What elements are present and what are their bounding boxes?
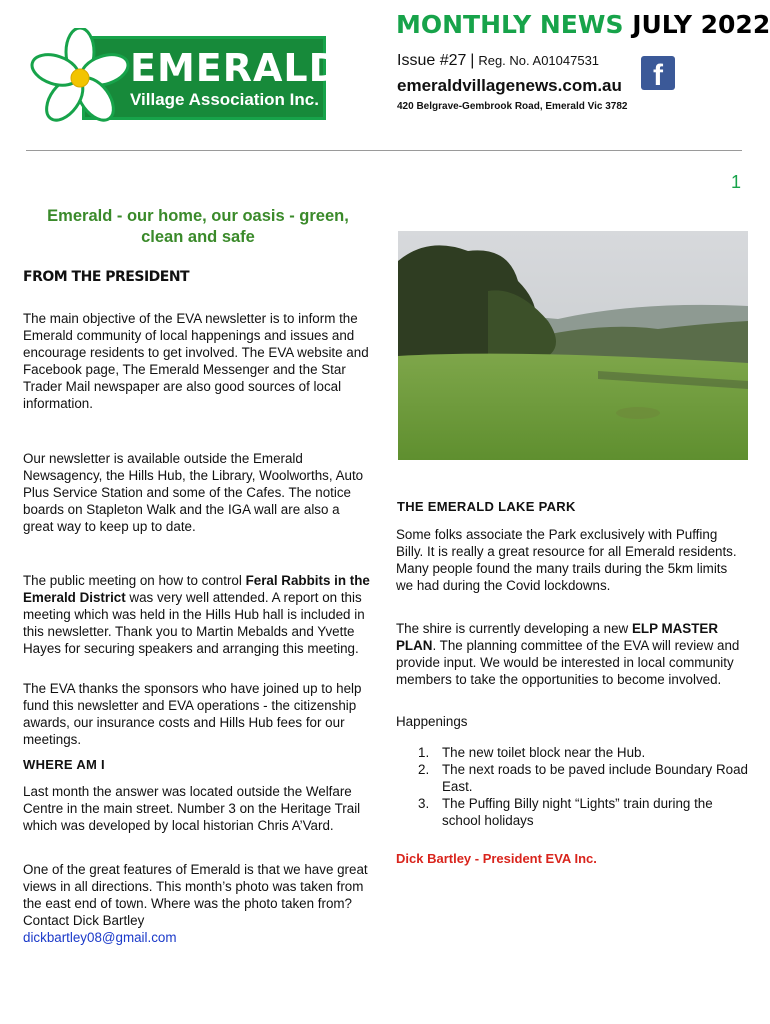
- president-paragraph-3: [23, 572, 373, 657]
- where-am-i-heading: WHERE AM I: [23, 757, 105, 772]
- p3-text-a: The public meeting on how to control: [23, 573, 246, 588]
- president-paragraph-4: The EVA thanks the sponsors who have joined up to help fund this newsletter and EVA operations - the citizenship awards, our insurance costs and Hills Hub fees for our meetings.: [23, 681, 362, 747]
- president-signature: Dick Bartley - President EVA Inc.: [396, 851, 597, 866]
- lake-park-paragraph-2: [396, 620, 748, 688]
- issue-line: [397, 52, 599, 70]
- website-link[interactable]: emeraldvillagenews.com.au: [397, 76, 622, 95]
- list-number: 2.: [418, 762, 430, 777]
- president-paragraph-1: The main objective of the EVA newsletter is to inform the Emerald community of local happenings and issues and encourage residents to get involved. The EVA website and Facebook page, The Emerald Messenger and the Star Trader Mail newspaper are also good sources of local information.: [23, 311, 369, 411]
- email-link[interactable]: dickbartley08@gmail.com: [23, 930, 177, 945]
- list-text: The new toilet block near the Hub.: [442, 745, 646, 760]
- list-item: [418, 744, 748, 761]
- p3-text-b: was very well attended. A report on this meeting which was held in the Hills Hub hall is included in this newsletter. Thank you to Martin Mebalds and Yvette Hayes for securing speakers and arranging this meeting.: [23, 590, 365, 656]
- list-number: 3.: [418, 796, 430, 811]
- issue-separator: |: [470, 52, 475, 69]
- lake-park-paragraph-1: Some folks associate the Park exclusively with Puffing Billy. It is really a great resource for all Emerald residents. Many people found the many trails during the 5km limits we had during the Covid lockdowns.: [396, 527, 737, 593]
- happenings-label: Happenings: [396, 714, 468, 729]
- landscape-photo: [398, 231, 748, 460]
- feral-rabbits-emphasis: Feral Rabbits in the Emerald District: [23, 573, 370, 605]
- where-am-i-paragraph-2: [23, 861, 373, 946]
- masthead-title: [396, 10, 770, 39]
- lake-park-heading: THE EMERALD LAKE PARK: [397, 499, 576, 514]
- page-number: 1: [731, 172, 742, 192]
- list-item: [418, 761, 748, 795]
- p8-text-a: The shire is currently developing a new: [396, 621, 632, 636]
- flower-logo-icon: [30, 28, 140, 128]
- address: 420 Belgrave-Gembrook Road, Emerald Vic 3782: [397, 101, 628, 112]
- president-paragraph-2: Our newsletter is available outside the Emerald Newsagency, the Hills Hub, the Library, Woolworths, Auto Plus Service Station and some of the Cafes. The notice boards on Stapleton Walk and the IGA wall are also a great way to keep up to date.: [23, 451, 364, 534]
- logo-subtitle: Village Association Inc.: [130, 90, 319, 109]
- p8-text-b: . The planning committee of the EVA will review and provide input. We would be interested in local community members to take the opportunities to become involved.: [396, 638, 740, 687]
- eva-logo: [30, 28, 342, 124]
- happenings-list: [418, 744, 748, 829]
- tagline: Emerald - our home, our oasis - green, clean and safe: [47, 207, 349, 246]
- master-plan-emphasis: ELP MASTER PLAN: [396, 621, 719, 653]
- list-text: The next roads to be paved include Boundary Road East.: [442, 762, 748, 794]
- list-item: [418, 795, 748, 829]
- issue-number: Issue #27: [397, 52, 467, 69]
- masthead-monthly: MONTHLY NEWS: [396, 10, 624, 39]
- p6-text: One of the great features of Emerald is that we have great views in all directions. This month’s photo was taken from the east end of town. Where was the photo taken from? Contact Dick Bartley: [23, 862, 368, 928]
- facebook-icon[interactable]: f: [641, 56, 675, 90]
- masthead-date: JULY 2022: [632, 10, 770, 39]
- president-heading: FROM THE PRESIDENT: [23, 269, 190, 285]
- list-number: 1.: [418, 745, 430, 760]
- landscape-photo-image: [398, 231, 748, 460]
- where-am-i-paragraph-1: Last month the answer was located outside the Welfare Centre in the main street. Number 3 on the Heritage Trail which was developed by local historian Chris A’Vard.: [23, 784, 361, 833]
- registration-number: Reg. No. A01047531: [478, 53, 600, 68]
- list-text: The Puffing Billy night “Lights” train during the school holidays: [442, 796, 713, 828]
- logo-name: EMERALD: [130, 46, 342, 90]
- header-divider: [26, 150, 742, 151]
